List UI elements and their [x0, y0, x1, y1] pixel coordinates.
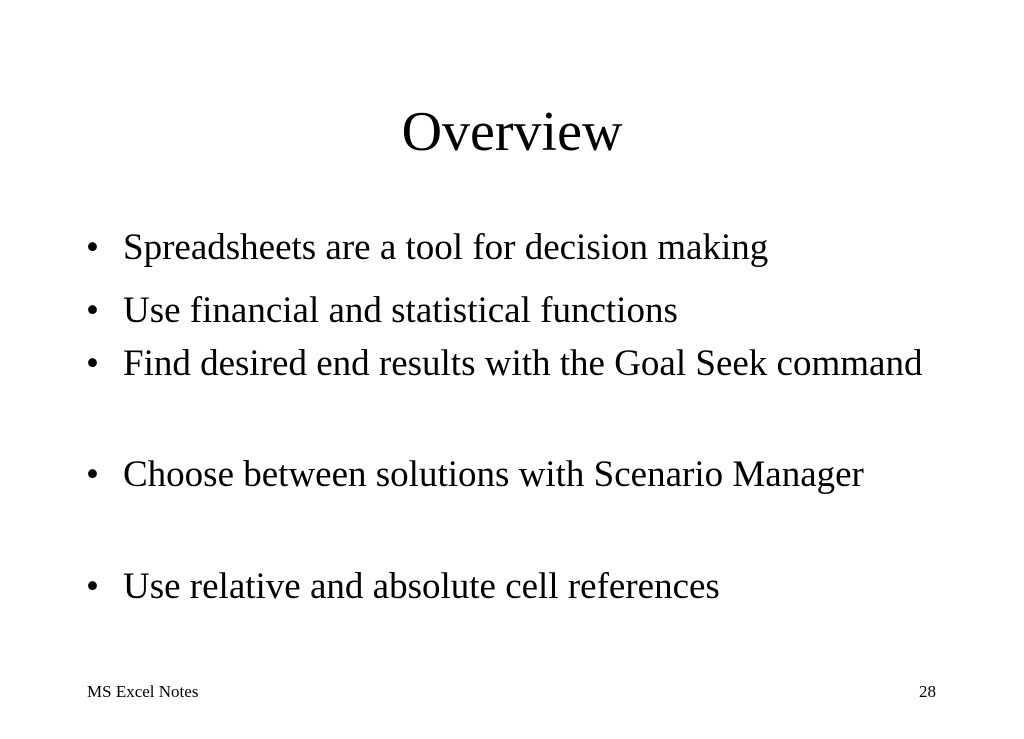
footer-title: MS Excel Notes [87, 682, 199, 701]
bullet-item [86, 289, 926, 333]
bullet-text: Choose between solutions with Scenario Manager [123, 454, 864, 495]
page-number: 28 [919, 682, 936, 701]
bullet-icon: • [86, 343, 99, 384]
bullet-icon: • [86, 227, 99, 268]
slide-title: Overview [401, 101, 623, 163]
bullet-icon: • [86, 290, 99, 331]
bullet-item [86, 226, 926, 270]
bullet-item [86, 448, 926, 502]
bullet-text: Use relative and absolute cell references [123, 566, 720, 607]
bullet-text: Use financial and statistical functions [123, 290, 678, 331]
bullet-item [86, 342, 926, 386]
bullet-item [86, 565, 926, 609]
bullet-text: Spreadsheets are a tool for decision making [123, 227, 769, 268]
bullet-text: Find desired end results with the Goal Seek command [123, 343, 923, 384]
bullet-icon: • [86, 566, 99, 607]
bullet-icon: • [86, 454, 99, 495]
